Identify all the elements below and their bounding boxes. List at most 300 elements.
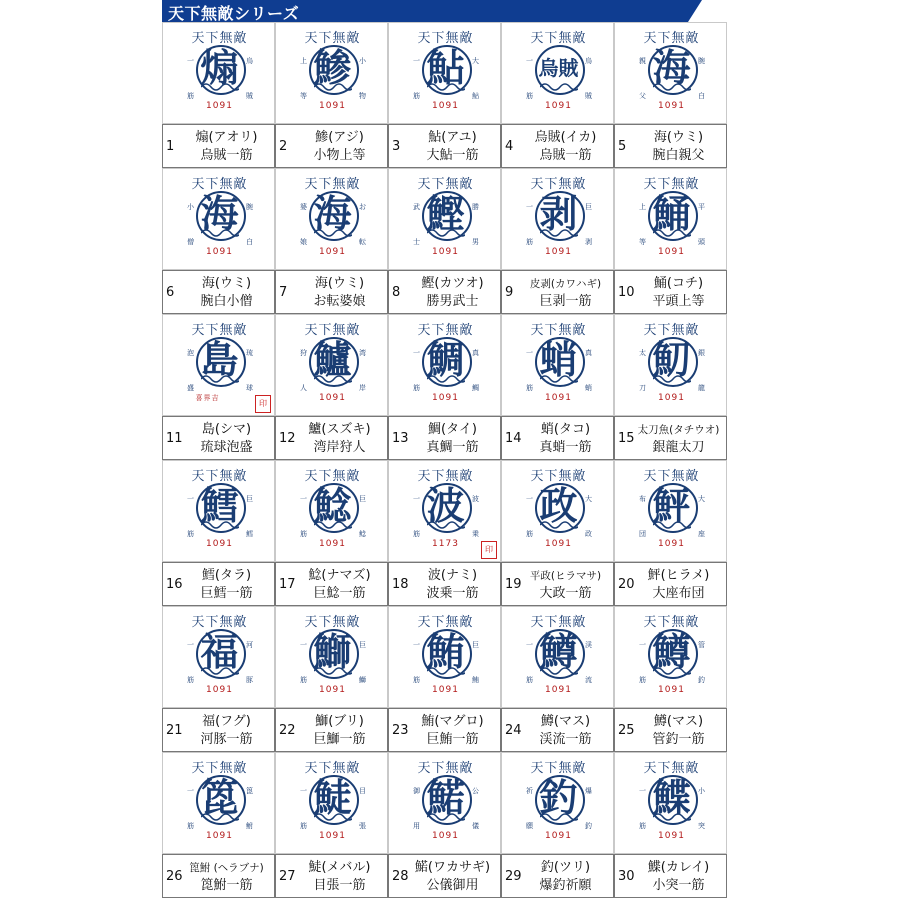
item-name: 波(ナミ) bbox=[427, 568, 478, 583]
stamp-side-character: 一 bbox=[300, 787, 307, 795]
item-name: 鰙(ワカサギ) bbox=[414, 860, 491, 875]
stamp-series-text: 天下無敵 bbox=[643, 31, 700, 46]
stamp-side-character: 岸 bbox=[359, 384, 366, 392]
item-phrase: 腕白親父 bbox=[652, 148, 705, 163]
stamp-image[interactable] bbox=[162, 22, 275, 124]
stamp-character: 島 bbox=[200, 337, 239, 382]
stamp-label bbox=[388, 416, 501, 460]
stamp-item[interactable] bbox=[614, 752, 727, 898]
item-number: 29 bbox=[505, 869, 522, 884]
stamp-item[interactable] bbox=[388, 606, 501, 752]
stamp-character: 鯐 bbox=[313, 775, 352, 820]
item-name: 鮪(マグロ) bbox=[421, 714, 484, 729]
item-number: 25 bbox=[618, 723, 635, 738]
stamp-image[interactable] bbox=[501, 752, 614, 854]
item-phrase: 湾岸狩人 bbox=[313, 440, 366, 455]
item-number: 20 bbox=[618, 577, 635, 592]
stamp-series-text: 天下無敵 bbox=[417, 615, 474, 630]
stamp-label bbox=[162, 270, 275, 314]
stamp-label bbox=[388, 708, 501, 752]
stamp-code: 1091 bbox=[658, 539, 685, 549]
stamp-code: 1091 bbox=[658, 247, 685, 257]
item-name: 鰹(カツオ) bbox=[421, 276, 484, 291]
stamp-side-character: 筋 bbox=[526, 530, 533, 538]
stamp-side-character: 銀 bbox=[698, 349, 705, 357]
stamp-side-character: 一 bbox=[526, 349, 533, 357]
stamp-image[interactable] bbox=[614, 22, 727, 124]
stamp-label bbox=[275, 416, 388, 460]
stamp-image[interactable] bbox=[275, 22, 388, 124]
item-number: 15 bbox=[618, 431, 635, 446]
item-phrase: 大政一筋 bbox=[539, 586, 592, 601]
stamp-image[interactable] bbox=[614, 606, 727, 708]
stamp-label bbox=[162, 124, 275, 168]
stamp-image[interactable] bbox=[275, 460, 388, 562]
item-name: 煽(アオリ) bbox=[195, 130, 258, 145]
stamp-label bbox=[388, 854, 501, 898]
stamp-item[interactable] bbox=[162, 752, 275, 898]
stamp-item[interactable] bbox=[275, 460, 388, 606]
wave-icon bbox=[427, 811, 465, 821]
stamp-series-text: 天下無敵 bbox=[191, 615, 248, 630]
stamp-code: 1091 bbox=[545, 101, 572, 111]
stamp-side-character: 烏 bbox=[585, 57, 592, 65]
wave-icon bbox=[653, 227, 691, 237]
stamp-side-character: 上 bbox=[639, 203, 646, 211]
stamp-row bbox=[162, 168, 727, 314]
stamp-item[interactable] bbox=[388, 22, 501, 168]
stamp-side-character: 筋 bbox=[300, 676, 307, 684]
stamp-character: 鯰 bbox=[313, 483, 352, 528]
stamp-side-character: 筋 bbox=[526, 676, 533, 684]
stamp-side-character: 勝 bbox=[472, 203, 479, 211]
stamp-side-character: 張 bbox=[359, 822, 366, 830]
stamp-side-character: 一 bbox=[187, 495, 194, 503]
wave-icon bbox=[314, 81, 352, 91]
stamp-code: 1091 bbox=[432, 393, 459, 403]
stamp-image[interactable] bbox=[501, 460, 614, 562]
stamp-image[interactable] bbox=[388, 606, 501, 708]
stamp-character: 蛸 bbox=[539, 337, 578, 382]
stamp-image[interactable] bbox=[162, 460, 275, 562]
item-phrase: 真蛸一筋 bbox=[539, 440, 592, 455]
stamp-item[interactable] bbox=[275, 606, 388, 752]
stamp-side-character: 等 bbox=[639, 238, 646, 246]
stamp-code: 1091 bbox=[545, 831, 572, 841]
stamp-side-character: お bbox=[359, 203, 366, 211]
stamp-series-text: 天下無敵 bbox=[417, 177, 474, 192]
wave-icon bbox=[427, 227, 465, 237]
stamp-image[interactable] bbox=[614, 752, 727, 854]
item-phrase: お転婆娘 bbox=[313, 294, 366, 309]
item-phrase: 平頭上等 bbox=[652, 294, 705, 309]
stamp-side-character: 儀 bbox=[472, 822, 479, 830]
stamp-side-character: 豚 bbox=[246, 676, 253, 684]
wave-icon bbox=[201, 227, 239, 237]
stamp-code: 1091 bbox=[319, 247, 346, 257]
wave-icon bbox=[314, 373, 352, 383]
item-phrase: 小突一筋 bbox=[652, 878, 705, 893]
stamp-side-character: 鱈 bbox=[246, 530, 253, 538]
stamp-side-character: 鮒 bbox=[246, 822, 253, 830]
stamp-character: 箆 bbox=[200, 775, 239, 820]
stamp-image[interactable] bbox=[388, 752, 501, 854]
stamp-side-character: 盛 bbox=[187, 384, 194, 392]
stamp-item[interactable] bbox=[388, 752, 501, 898]
stamp-image[interactable] bbox=[614, 168, 727, 270]
item-phrase: 巨剥一筋 bbox=[539, 294, 592, 309]
stamp-side-character: 鯰 bbox=[359, 530, 366, 538]
stamp-series-text: 天下無敵 bbox=[530, 761, 587, 776]
stamp-code: 1091 bbox=[658, 101, 685, 111]
stamp-series-text: 天下無敵 bbox=[417, 469, 474, 484]
stamp-side-character: 渓 bbox=[585, 641, 592, 649]
stamp-side-character: 爆 bbox=[585, 787, 592, 795]
wave-icon bbox=[427, 519, 465, 529]
item-phrase: 巨鮪一筋 bbox=[426, 732, 479, 747]
wave-icon bbox=[201, 373, 239, 383]
stamp-series-text: 天下無敵 bbox=[304, 177, 361, 192]
stamp-series-text: 天下無敵 bbox=[191, 469, 248, 484]
item-name: 鱸(スズキ) bbox=[308, 422, 371, 437]
item-number: 26 bbox=[166, 869, 183, 884]
wave-icon bbox=[653, 519, 691, 529]
stamp-side-character: 御 bbox=[413, 787, 420, 795]
item-name: 箆鮒 (ヘラブナ) bbox=[189, 862, 264, 874]
item-phrase: 烏賊一筋 bbox=[200, 148, 253, 163]
stamp-item[interactable] bbox=[388, 168, 501, 314]
stamp-item[interactable] bbox=[501, 22, 614, 168]
stamp-item[interactable] bbox=[162, 460, 275, 606]
stamp-series-text: 天下無敵 bbox=[643, 615, 700, 630]
stamp-character: 鰙 bbox=[426, 775, 465, 820]
item-phrase: 波乗一筋 bbox=[426, 586, 479, 601]
item-phrase: 河豚一筋 bbox=[200, 732, 253, 747]
stamp-side-character: 一 bbox=[639, 787, 646, 795]
stamp-character: 政 bbox=[539, 483, 578, 528]
stamp-label bbox=[162, 416, 275, 460]
stamp-side-character: 公 bbox=[472, 787, 479, 795]
stamp-side-character: 筋 bbox=[526, 92, 533, 100]
item-name: 鱒(マス) bbox=[540, 714, 591, 729]
item-phrase: 真鯛一筋 bbox=[426, 440, 479, 455]
stamp-image[interactable] bbox=[162, 606, 275, 708]
stamp-character: 海 bbox=[200, 191, 239, 236]
item-phrase: 大鮎一筋 bbox=[426, 148, 479, 163]
item-phrase: 銀龍太刀 bbox=[652, 440, 705, 455]
stamp-series-text: 天下無敵 bbox=[304, 31, 361, 46]
stamp-side-character: 物 bbox=[359, 92, 366, 100]
stamp-label bbox=[614, 708, 727, 752]
stamp-side-character: 大 bbox=[698, 495, 705, 503]
item-phrase: 小物上等 bbox=[313, 148, 366, 163]
stamp-image[interactable] bbox=[501, 314, 614, 416]
stamp-side-character: 一 bbox=[526, 203, 533, 211]
item-number: 21 bbox=[166, 723, 183, 738]
item-number: 11 bbox=[166, 431, 183, 446]
stamp-image[interactable] bbox=[275, 168, 388, 270]
stamp-side-character: 上 bbox=[300, 57, 307, 65]
item-phrase: 巨鰤一筋 bbox=[313, 732, 366, 747]
stamp-side-character: 祈 bbox=[526, 787, 533, 795]
item-name: 鮃(ヒラメ) bbox=[647, 568, 710, 583]
item-number: 6 bbox=[166, 285, 175, 300]
stamp-side-character: 一 bbox=[413, 57, 420, 65]
stamp-side-character: 巨 bbox=[472, 641, 479, 649]
stamp-side-character: 娘 bbox=[300, 238, 307, 246]
item-name: 海(ウミ) bbox=[314, 276, 365, 291]
stamp-item[interactable] bbox=[501, 168, 614, 314]
stamp-side-character: 男 bbox=[472, 238, 479, 246]
stamp-image[interactable] bbox=[275, 752, 388, 854]
wave-icon bbox=[653, 811, 691, 821]
stamp-series-text: 天下無敵 bbox=[304, 615, 361, 630]
stamp-side-character: 鮎 bbox=[472, 92, 479, 100]
stamp-side-character: 筋 bbox=[187, 530, 194, 538]
wave-icon bbox=[540, 81, 578, 91]
stamp-code: 1091 bbox=[319, 393, 346, 403]
stamp-series-text: 天下無敵 bbox=[643, 761, 700, 776]
stamp-side-character: 一 bbox=[187, 787, 194, 795]
stamp-code: 1091 bbox=[545, 685, 572, 695]
stamp-label bbox=[275, 708, 388, 752]
stamp-code: 1091 bbox=[319, 539, 346, 549]
stamp-character: 福 bbox=[200, 629, 239, 674]
stamp-series-text: 天下無敵 bbox=[191, 761, 248, 776]
stamp-item[interactable] bbox=[162, 314, 275, 460]
stamp-image[interactable] bbox=[501, 22, 614, 124]
stamp-character: 波 bbox=[426, 483, 465, 528]
stamp-code: 1091 bbox=[432, 247, 459, 257]
stamp-image[interactable] bbox=[162, 752, 275, 854]
stamp-code: 1173 bbox=[432, 539, 459, 549]
stamp-item[interactable] bbox=[275, 314, 388, 460]
stamp-item[interactable] bbox=[275, 168, 388, 314]
stamp-row bbox=[162, 22, 727, 168]
stamp-side-character: 真 bbox=[585, 349, 592, 357]
stamp-label bbox=[501, 708, 614, 752]
stamp-side-character: 等 bbox=[300, 92, 307, 100]
item-number: 8 bbox=[392, 285, 401, 300]
stamp-character: 鮎 bbox=[426, 45, 465, 90]
stamp-image[interactable] bbox=[388, 168, 501, 270]
wave-icon bbox=[427, 665, 465, 675]
stamp-label bbox=[275, 854, 388, 898]
item-number: 22 bbox=[279, 723, 296, 738]
item-name: 鰤(ブリ) bbox=[315, 714, 364, 729]
wave-icon bbox=[540, 227, 578, 237]
stamp-label bbox=[501, 124, 614, 168]
stamp-side-character: 一 bbox=[413, 495, 420, 503]
stamp-side-character: 筋 bbox=[300, 530, 307, 538]
stamp-image[interactable] bbox=[614, 460, 727, 562]
stamp-side-character: 一 bbox=[639, 641, 646, 649]
stamp-character: 鯵 bbox=[313, 45, 352, 90]
item-phrase: 巨鯰一筋 bbox=[313, 586, 366, 601]
stamp-item[interactable] bbox=[614, 168, 727, 314]
item-number: 14 bbox=[505, 431, 522, 446]
item-name: 鯵(アジ) bbox=[315, 130, 364, 145]
stamp-side-character: 一 bbox=[526, 57, 533, 65]
item-number: 23 bbox=[392, 723, 409, 738]
stamp-code: 1091 bbox=[206, 831, 233, 841]
stamp-code: 1091 bbox=[545, 539, 572, 549]
item-phrase: 勝男武士 bbox=[426, 294, 479, 309]
stamp-side-character: 狩 bbox=[300, 349, 307, 357]
stamp-side-character: 巨 bbox=[359, 495, 366, 503]
stamp-side-character: 願 bbox=[526, 822, 533, 830]
stamp-series-text: 天下無敵 bbox=[530, 469, 587, 484]
stamp-side-character: 婆 bbox=[300, 203, 307, 211]
stamp-code: 1091 bbox=[319, 831, 346, 841]
stamp-code: 1091 bbox=[206, 685, 233, 695]
stamp-character: 鰹 bbox=[426, 191, 465, 236]
item-number: 1 bbox=[166, 139, 175, 154]
item-name: 福(フグ) bbox=[202, 714, 251, 729]
stamp-image[interactable] bbox=[388, 22, 501, 124]
stamp-side-character: 筋 bbox=[187, 92, 194, 100]
item-phrase: 目張一筋 bbox=[313, 878, 366, 893]
stamp-code: 1091 bbox=[206, 539, 233, 549]
stamp-item[interactable] bbox=[501, 606, 614, 752]
stamp-side-character: 小 bbox=[698, 787, 705, 795]
stamp-side-character: 筋 bbox=[526, 238, 533, 246]
stamp-side-character: 一 bbox=[526, 641, 533, 649]
stamp-code: 1091 bbox=[319, 685, 346, 695]
stamp-item[interactable] bbox=[501, 314, 614, 460]
stamp-image[interactable] bbox=[501, 168, 614, 270]
stamp-item[interactable] bbox=[162, 168, 275, 314]
series-title: 天下無敵シリーズ bbox=[168, 4, 300, 23]
stamp-image[interactable] bbox=[501, 606, 614, 708]
stamp-side-character: 親 bbox=[639, 57, 646, 65]
wave-icon bbox=[653, 373, 691, 383]
item-name: 皮剥(カワハギ) bbox=[529, 278, 602, 290]
stamp-image[interactable] bbox=[388, 460, 501, 562]
item-name: 鯒(コチ) bbox=[653, 276, 704, 291]
stamp-series-text: 天下無敵 bbox=[643, 323, 700, 338]
stamp-item[interactable] bbox=[501, 460, 614, 606]
stamp-side-character: 人 bbox=[300, 384, 307, 392]
item-name: 蛸(タコ) bbox=[540, 422, 591, 437]
stamp-label bbox=[162, 708, 275, 752]
stamp-side-character: 政 bbox=[585, 530, 592, 538]
stamp-label bbox=[388, 270, 501, 314]
stamp-series-text: 天下無敵 bbox=[191, 323, 248, 338]
stamp-side-character: 泡 bbox=[187, 349, 194, 357]
stamp-label bbox=[275, 270, 388, 314]
stamp-item[interactable] bbox=[614, 314, 727, 460]
stamp-image[interactable] bbox=[162, 314, 275, 416]
item-number: 27 bbox=[279, 869, 296, 884]
stamp-label bbox=[275, 124, 388, 168]
stamp-label bbox=[162, 562, 275, 606]
stamp-item[interactable] bbox=[614, 606, 727, 752]
stamp-character: 鱸 bbox=[313, 337, 352, 382]
stamp-label bbox=[614, 124, 727, 168]
item-number: 24 bbox=[505, 723, 522, 738]
item-phrase: 爆釣祈願 bbox=[539, 878, 592, 893]
item-phrase: 琉球泡盛 bbox=[200, 440, 253, 455]
wave-icon bbox=[540, 665, 578, 675]
stamp-grid bbox=[162, 22, 727, 898]
stamp-item[interactable] bbox=[614, 460, 727, 606]
wave-icon bbox=[201, 811, 239, 821]
stamp-series-text: 天下無敵 bbox=[417, 323, 474, 338]
stamp-item[interactable] bbox=[501, 752, 614, 898]
stamp-label bbox=[501, 270, 614, 314]
stamp-series-text: 天下無敵 bbox=[304, 761, 361, 776]
wave-icon bbox=[540, 519, 578, 529]
stamp-side-character: 一 bbox=[413, 349, 420, 357]
stamp-code: 1091 bbox=[432, 101, 459, 111]
item-phrase: 箆鮒一筋 bbox=[200, 878, 253, 893]
stamp-series-text: 天下無敵 bbox=[304, 469, 361, 484]
stamp-image[interactable] bbox=[275, 606, 388, 708]
stamp-label bbox=[614, 562, 727, 606]
stamp-image[interactable] bbox=[275, 314, 388, 416]
item-number: 5 bbox=[618, 139, 627, 154]
item-number: 10 bbox=[618, 285, 635, 300]
stamp-character: 鮃 bbox=[652, 483, 691, 528]
wave-icon bbox=[653, 665, 691, 675]
stamp-series-text: 天下無敵 bbox=[417, 31, 474, 46]
stamp-character: 鱒 bbox=[652, 629, 691, 674]
wave-icon bbox=[201, 81, 239, 91]
wave-icon bbox=[540, 811, 578, 821]
stamp-side-character: 目 bbox=[359, 787, 366, 795]
stamp-item[interactable] bbox=[614, 22, 727, 168]
stamp-image[interactable] bbox=[614, 314, 727, 416]
stamp-code: 1091 bbox=[432, 831, 459, 841]
item-number: 4 bbox=[505, 139, 514, 154]
item-name: 鯰(ナマズ) bbox=[308, 568, 371, 583]
stamp-side-character: 龍 bbox=[698, 384, 705, 392]
stamp-item[interactable] bbox=[388, 314, 501, 460]
stamp-side-character: 釣 bbox=[585, 822, 592, 830]
stamp-series-text: 天下無敵 bbox=[530, 615, 587, 630]
stamp-item[interactable] bbox=[275, 22, 388, 168]
red-seal-icon: 印 bbox=[255, 395, 271, 413]
stamp-series-text: 天下無敵 bbox=[530, 323, 587, 338]
stamp-label bbox=[388, 124, 501, 168]
wave-icon bbox=[314, 519, 352, 529]
item-name: 鯛(タイ) bbox=[428, 422, 477, 437]
stamp-row bbox=[162, 314, 727, 460]
item-number: 13 bbox=[392, 431, 409, 446]
wave-icon bbox=[201, 665, 239, 675]
stamp-side-character: 大 bbox=[585, 495, 592, 503]
stamp-item[interactable] bbox=[162, 606, 275, 752]
stamp-side-character: 太 bbox=[639, 349, 646, 357]
stamp-item[interactable] bbox=[388, 460, 501, 606]
stamp-image[interactable] bbox=[388, 314, 501, 416]
stamp-item[interactable] bbox=[275, 752, 388, 898]
stamp-item[interactable] bbox=[162, 22, 275, 168]
stamp-side-character: 一 bbox=[300, 495, 307, 503]
stamp-label bbox=[614, 854, 727, 898]
stamp-character: 烏賊 bbox=[538, 56, 579, 80]
item-name: 鮎(アユ) bbox=[428, 130, 477, 145]
series-header bbox=[162, 0, 702, 22]
item-phrase: 烏賊一筋 bbox=[539, 148, 592, 163]
stamp-image[interactable] bbox=[162, 168, 275, 270]
stamp-side-character: 布 bbox=[639, 495, 646, 503]
stamp-code: 1091 bbox=[545, 393, 572, 403]
stamp-side-character: 筋 bbox=[413, 530, 420, 538]
item-name: 海(ウミ) bbox=[201, 276, 252, 291]
stamp-side-character: 腕 bbox=[698, 57, 705, 65]
